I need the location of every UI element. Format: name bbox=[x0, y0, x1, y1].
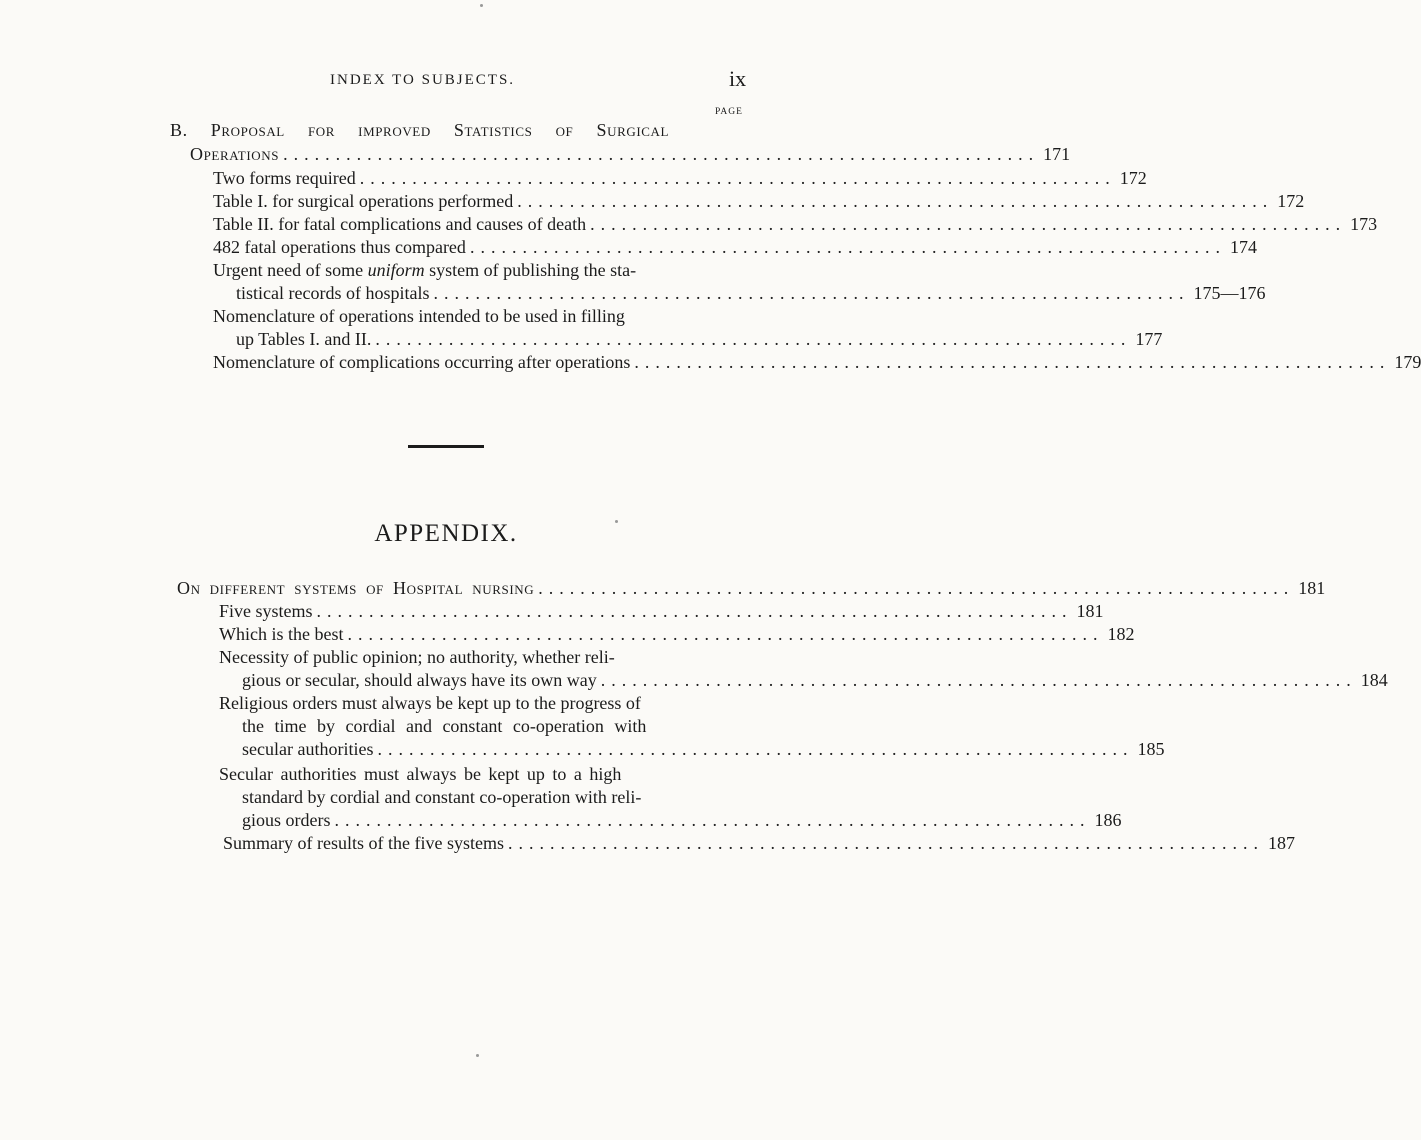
index-entry bbox=[213, 236, 1257, 259]
entry-page: 184 bbox=[1360, 670, 1388, 690]
index-entry bbox=[213, 351, 1421, 374]
index-entry bbox=[223, 832, 1295, 855]
entry-page: 185 bbox=[1137, 739, 1165, 759]
entry-text: Five systems bbox=[219, 601, 313, 621]
section-b-heading-line2 bbox=[190, 143, 1071, 166]
entry-text: Table I. for surgical operations performed bbox=[213, 191, 514, 211]
entry-page: 181 bbox=[1076, 601, 1104, 621]
paper-speck bbox=[480, 4, 483, 7]
index-entry bbox=[213, 213, 1378, 236]
section-b-heading-text: Operations bbox=[190, 144, 280, 164]
index-entry-line1: Secular authorities must always be kept up to a high bbox=[219, 764, 622, 784]
entry-page: 173 bbox=[1350, 214, 1378, 234]
entry-page: 187 bbox=[1267, 833, 1295, 853]
index-entry bbox=[219, 600, 1104, 623]
entry-text: gious orders bbox=[242, 810, 331, 830]
page-number: ix bbox=[729, 66, 747, 91]
entry-text: Summary of results of the five systems bbox=[223, 833, 504, 853]
leader-dots: ........................................................................ bbox=[334, 810, 1091, 830]
index-entry bbox=[213, 167, 1147, 190]
entry-text: Urgent need of some bbox=[213, 260, 368, 280]
entry-text: gious or secular, should always have its own way bbox=[242, 670, 597, 690]
entry-page: 186 bbox=[1094, 810, 1122, 830]
index-entry-line3 bbox=[242, 738, 1165, 761]
entry-page: 177 bbox=[1135, 329, 1163, 349]
index-entry bbox=[213, 190, 1305, 213]
entry-text: Table II. for fatal complications and causes of death bbox=[213, 214, 587, 234]
entry-text: system of publishing the sta- bbox=[424, 260, 637, 280]
entry-page: 179 bbox=[1394, 352, 1421, 372]
appendix-heading-page: 181 bbox=[1298, 578, 1326, 598]
entry-text: Nomenclature of complications occurring after operations bbox=[213, 352, 631, 372]
section-divider bbox=[408, 445, 484, 448]
leader-dots: ........................................................................ bbox=[377, 739, 1134, 759]
appendix-heading bbox=[177, 577, 1326, 600]
leader-dots: ........................................................................ bbox=[634, 352, 1391, 372]
paper-speck bbox=[476, 1054, 479, 1057]
leader-dots: ........................................................................ bbox=[517, 191, 1274, 211]
entry-text: 482 fatal operations thus compared bbox=[213, 237, 466, 257]
entry-page: 172 bbox=[1277, 191, 1305, 211]
entry-page: 172 bbox=[1119, 168, 1147, 188]
entry-text: tistical records of hospitals bbox=[236, 283, 430, 303]
section-b-heading-page: 171 bbox=[1043, 144, 1071, 164]
index-entry-line2 bbox=[236, 328, 1163, 351]
index-entry bbox=[219, 623, 1135, 646]
leader-dots: ........................................................................ bbox=[538, 578, 1295, 598]
appendix-heading-text: On different systems of Hospital nursing bbox=[177, 578, 535, 598]
leader-dots: ........................................................................ bbox=[347, 624, 1104, 644]
leader-dots: ........................................................................ bbox=[469, 237, 1226, 257]
entry-page: 174 bbox=[1229, 237, 1257, 257]
page-column-label: PAGE bbox=[715, 107, 743, 117]
entry-text: secular authorities bbox=[242, 739, 374, 759]
index-entry-line1: Nomenclature of operations intended to be used in filling bbox=[213, 306, 625, 326]
index-entry-line2: the time by cordial and constant co-operation with bbox=[242, 716, 647, 736]
index-entry-line3 bbox=[242, 809, 1122, 832]
leader-dots: ........................................................................ bbox=[359, 168, 1116, 188]
leader-dots: ........................................................................ bbox=[433, 283, 1190, 303]
leader-dots: ........................................................................ bbox=[600, 670, 1357, 690]
leader-dots: ........................................................................ bbox=[590, 214, 1347, 234]
leader-dots: ........................................................................ bbox=[507, 833, 1264, 853]
section-b-heading-line1: B. Proposal for improved Statistics of Surgical bbox=[170, 120, 670, 140]
index-entry-line2 bbox=[236, 282, 1266, 305]
leader-dots: ........................................................................ bbox=[316, 601, 1073, 621]
index-entry-line1: Religious orders must always be kept up to the progress of bbox=[219, 693, 641, 713]
entry-text: Which is the best bbox=[219, 624, 344, 644]
entry-emphasis: uniform bbox=[367, 260, 425, 280]
entry-text: Two forms required bbox=[213, 168, 356, 188]
entry-page: 175—176 bbox=[1193, 283, 1266, 303]
leader-dots: ........................................................................ bbox=[375, 329, 1132, 349]
running-head: INDEX TO SUBJECTS. bbox=[330, 72, 516, 88]
entry-page: 182 bbox=[1107, 624, 1135, 644]
leader-dots: ........................................................................ bbox=[283, 144, 1040, 164]
index-entry-line2: standard by cordial and constant co-operation with reli- bbox=[242, 787, 642, 807]
index-entry-line1: Necessity of public opinion; no authority, whether reli- bbox=[219, 647, 615, 667]
appendix-title: APPENDIX. bbox=[374, 520, 518, 547]
paper-speck bbox=[615, 520, 618, 523]
index-entry-line1 bbox=[213, 259, 636, 282]
index-entry-line2 bbox=[242, 669, 1388, 692]
entry-text: up Tables I. and II. bbox=[236, 329, 372, 349]
